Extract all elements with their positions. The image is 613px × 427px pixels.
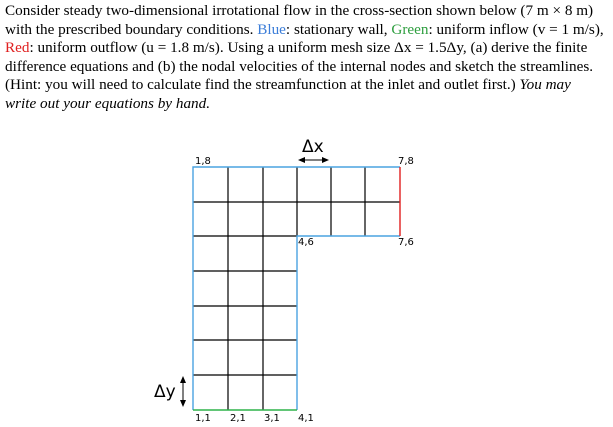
red-label: Red [5, 39, 30, 57]
node-label-4-1: 4,1 [298, 413, 314, 424]
dy-dimension [154, 376, 186, 407]
dy-label: Δy [154, 382, 176, 402]
node-label-1-1: 1,1 [195, 413, 211, 424]
dx-dimension [298, 137, 329, 163]
blue-label: Blue [257, 20, 286, 38]
node-label-3-1: 3,1 [264, 413, 280, 424]
node-label-1-8: 1,8 [195, 156, 211, 167]
node-label-2-1: 2,1 [230, 413, 246, 424]
problem-text-2: : stationary wall, [285, 20, 392, 38]
node-label-7-8: 7,8 [398, 156, 414, 167]
problem-text-3: : uniform inflow (v = 1 m/s), [428, 20, 604, 38]
problem-text-4: : uniform outflow (u = 1.8 m/s). Using a uniform mesh size Δx = 1.5Δy, (a) derive the finite difference equations and (b) the nodal velocities of the internal nodes and sketch the streamlines. (Hint: you will need to calculate find the streamfunction at the inlet and outlet first.) [5, 39, 594, 94]
italic-note: You may write out your equations by hand. [5, 76, 571, 112]
green-label: Green [391, 20, 429, 38]
node-label-7-6: 7,6 [398, 237, 414, 248]
problem-text-1: Consider steady two-dimensional irrotational flow in the cross-section shown below (7 m × 8 m) with the prescribed boundary conditions. [5, 2, 594, 38]
wall-step [297, 236, 400, 410]
dx-label: Δx [302, 137, 324, 157]
node-label-4-6: 4,6 [298, 237, 314, 248]
